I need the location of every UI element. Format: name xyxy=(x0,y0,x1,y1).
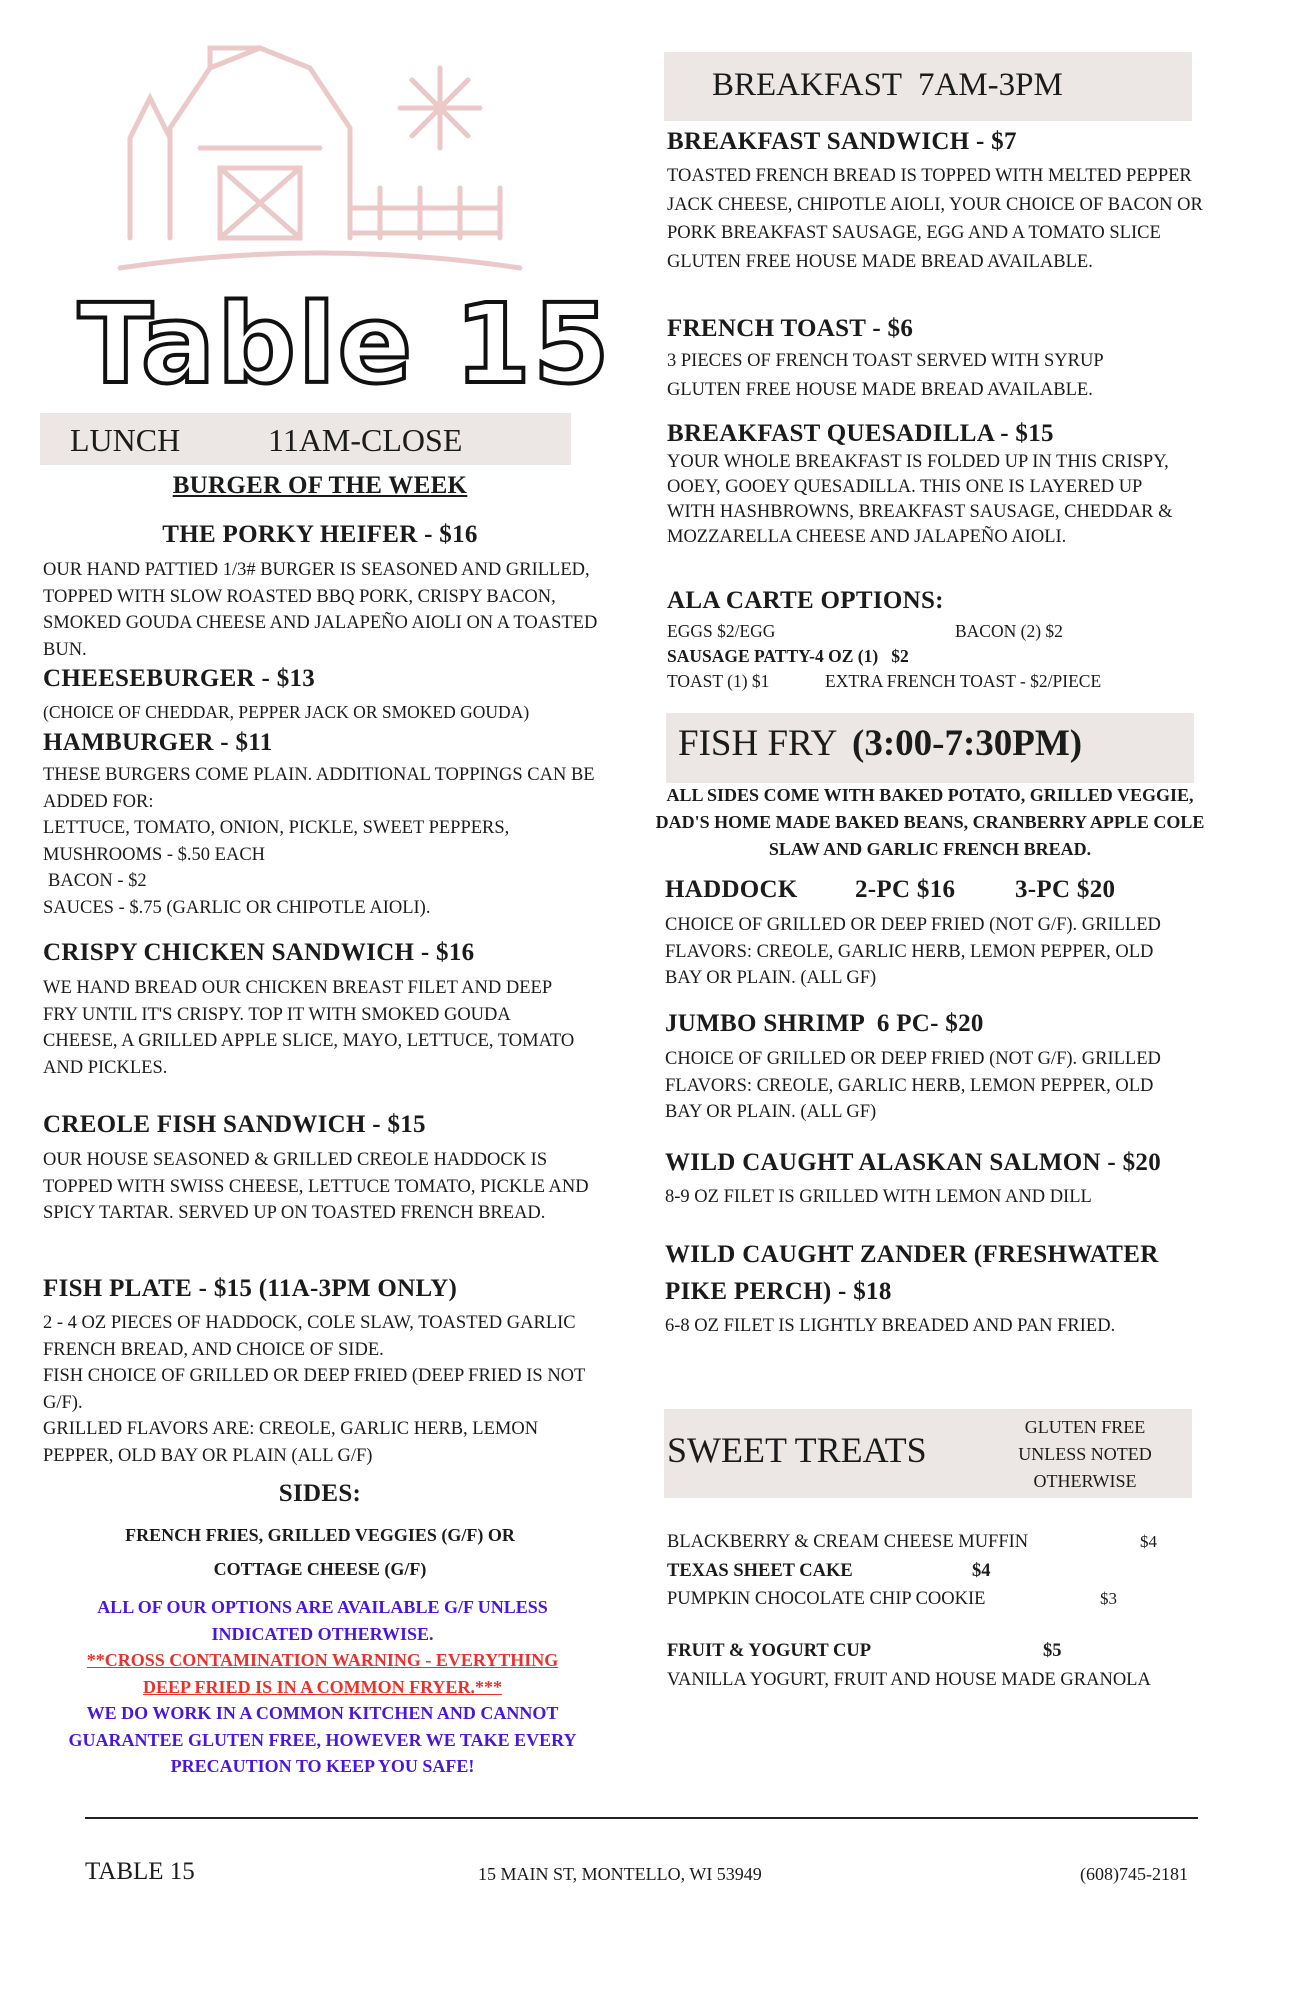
quesadilla-desc: YOUR WHOLE BREAKFAST IS FOLDED UP IN THIS CRISPY, OOEY, GOOEY QUESADILLA. THIS ONE IS LAYERED UP WITH HASHBROWNS, BREAKFAST SAUSAGE, CHEDDAR & MOZZARELLA CHEESE AND JALAPEÑO AIOLI. xyxy=(667,452,1173,547)
chicken-title: CRISPY CHICKEN SANDWICH - $16 xyxy=(43,939,475,966)
fish-plate-line: 2 - 4 OZ PIECES OF HADDOCK, COLE SLAW, TOASTED GARLIC FRENCH BREAD, AND CHOICE OF SIDE. xyxy=(43,1313,576,1360)
gf-text: GLUTEN FREE HOUSE MADE BREAD AVAILABLE. xyxy=(667,380,1093,400)
cross-contamination-warning: **CROSS CONTAMINATION WARNING - EVERYTHING DEEP FRIED IS IN A COMMON FRYER.*** xyxy=(86,1650,559,1697)
ala-carte-sausage: SAUSAGE PATTY-4 OZ (1) $2 xyxy=(667,646,909,666)
creole-title: CREOLE FISH SANDWICH - $15 xyxy=(43,1111,426,1138)
breakfast-sandwich-title: BREAKFAST SANDWICH - $7 xyxy=(667,128,1017,155)
sweet-item-price: $4 xyxy=(972,1561,991,1581)
french-toast-title: FRENCH TOAST - $6 xyxy=(667,315,914,342)
fish-plate-title: FISH PLATE - $15 (11A-3PM ONLY) xyxy=(43,1275,458,1302)
hamburger-line: BACON - $2 xyxy=(48,871,147,891)
sides-heading: SIDES: xyxy=(278,1480,362,1507)
haddock-3pc-price: 3-PC $20 xyxy=(1015,876,1116,903)
footer-name: TABLE 15 xyxy=(85,1858,195,1885)
hamburger-line: LETTUCE, TOMATO, ONION, PICKLE, SWEET PEPPERS, MUSHROOMS - $.50 EACH xyxy=(43,818,510,865)
fish-plate-desc xyxy=(43,1310,603,1469)
french-toast-desc xyxy=(667,347,1104,405)
lunch-hours: 11AM-CLOSE xyxy=(268,422,463,458)
breakfast-sandwich-desc xyxy=(667,162,1212,276)
gf-note: ALL OF OUR OPTIONS ARE AVAILABLE G/F UNLESS INDICATED OTHERWISE. xyxy=(97,1597,548,1644)
chicken-desc: WE HAND BREAD OUR CHICKEN BREAST FILET AND DEEP FRY UNTIL IT'S CRISPY. TOP IT WITH SMOKED GOUDA CHEESE, A GRILLED APPLE SLICE, MAYO, LETTUCE, TOMATO AND PICKLES. xyxy=(43,978,575,1078)
sweet-item-name: PUMPKIN CHOCOLATE CHIP COOKIE xyxy=(667,1589,986,1609)
zander-desc: 6-8 OZ FILET IS LIGHTLY BREADED AND PAN FRIED. xyxy=(665,1316,1116,1336)
hamburger-title: HAMBURGER - $11 xyxy=(43,729,273,756)
hamburger-desc xyxy=(43,762,603,921)
ala-carte-eggs: EGGS $2/EGG xyxy=(667,621,776,641)
footer-divider xyxy=(85,1817,1198,1819)
sweets-title: SWEET TREATS xyxy=(667,1430,927,1470)
fruit-cup-desc: VANILLA YOGURT, FRUIT AND HOUSE MADE GRANOLA xyxy=(667,1670,1151,1690)
haddock-2pc-price: 2-PC $16 xyxy=(855,876,956,903)
hamburger-line: SAUCES - $.75 (GARLIC OR CHIPOTLE AIOLI). xyxy=(43,897,431,918)
cheeseburger-title: CHEESEBURGER - $13 xyxy=(43,665,316,692)
ala-carte-toast: TOAST (1) $1 xyxy=(667,671,770,691)
sweets-gf-note: GLUTEN FREE UNLESS NOTED OTHERWISE xyxy=(1018,1417,1152,1491)
gf-text: GLUTEN FREE HOUSE MADE BREAD AVAILABLE. xyxy=(667,251,1093,272)
desc-text: TOASTED FRENCH BREAD IS TOPPED WITH MELTED PEPPER JACK CHEESE, CHIPOTLE AIOLI, YOUR CHOICE OF BACON OR PORK BREAKFAST SAUSAGE, EGG AND A TOMATO SLICE xyxy=(667,166,1203,243)
fish-fry-sides: ALL SIDES COME WITH BAKED POTATO, GRILLED VEGGIE, DAD'S HOME MADE BAKED BEANS, CRANBERRY APPLE COLE SLAW AND GARLIC FRENCH BREAD. xyxy=(655,785,1205,859)
salmon-desc: 8-9 OZ FILET IS GRILLED WITH LEMON AND DILL xyxy=(665,1187,1092,1207)
fish-fry-hours: (3:00-7:30PM) xyxy=(852,723,1083,764)
footer-phone: (608)745-2181 xyxy=(1080,1864,1188,1884)
shrimp-desc: CHOICE OF GRILLED OR DEEP FRIED (NOT G/F). GRILLED FLAVORS: CREOLE, GARLIC HERB, LEMON PEPPER, OLD BAY OR PLAIN. (ALL GF) xyxy=(665,1049,1161,1122)
fish-plate-line: GRILLED FLAVORS ARE: CREOLE, GARLIC HERB, LEMON PEPPER, OLD BAY OR PLAIN (ALL G/F) xyxy=(43,1419,539,1466)
sweet-item-name: BLACKBERRY & CREAM CHEESE MUFFIN xyxy=(667,1532,1029,1552)
quesadilla-title: BREAKFAST QUESADILLA - $15 xyxy=(667,420,1054,447)
zander-title: WILD CAUGHT ZANDER (FRESHWATER xyxy=(665,1241,1159,1268)
sweet-item-name: FRUIT & YOGURT CUP xyxy=(667,1641,872,1661)
cheeseburger-desc: (CHOICE OF CHEDDAR, PEPPER JACK OR SMOKED GOUDA) xyxy=(43,702,530,722)
barn-logo-icon xyxy=(100,38,540,288)
haddock-desc: CHOICE OF GRILLED OR DEEP FRIED (NOT G/F). GRILLED FLAVORS: CREOLE, GARLIC HERB, LEMON PEPPER, OLD BAY OR PLAIN. (ALL GF) xyxy=(665,915,1161,988)
desc-text: 3 PIECES OF FRENCH TOAST SERVED WITH SYRUP xyxy=(667,351,1104,371)
zander-title-cont: PIKE PERCH) - $18 xyxy=(665,1278,892,1305)
fish-fry-title: FISH FRY xyxy=(678,723,838,764)
lunch-title: LUNCH xyxy=(70,422,181,458)
sweet-item-name: TEXAS SHEET CAKE xyxy=(667,1561,853,1581)
creole-desc: OUR HOUSE SEASONED & GRILLED CREOLE HADDOCK IS TOPPED WITH SWISS CHEESE, LETTUCE TOMATO, PICKLE AND SPICY TARTAR. SERVED UP ON TOASTED FRENCH BREAD. xyxy=(43,1150,589,1223)
haddock-title: HADDOCK xyxy=(665,876,798,903)
breakfast-title: BREAKFAST 7AM-3PM xyxy=(712,67,1063,103)
gluten-notes xyxy=(35,1594,610,1780)
sides-line: COTTAGE CHEESE (G/F) xyxy=(213,1559,427,1579)
salmon-title: WILD CAUGHT ALASKAN SALMON - $20 xyxy=(665,1149,1162,1176)
hamburger-line: THESE BURGERS COME PLAIN. ADDITIONAL TOPPINGS CAN BE ADDED FOR: xyxy=(43,765,595,812)
kitchen-note: WE DO WORK IN A COMMON KITCHEN AND CANNOT GUARANTEE GLUTEN FREE, HOWEVER WE TAKE EVERY PRECAUTION TO KEEP YOU SAFE! xyxy=(68,1703,577,1776)
fish-plate-line: FISH CHOICE OF GRILLED OR DEEP FRIED (DEEP FRIED IS NOT G/F). xyxy=(43,1366,586,1413)
sides-line: FRENCH FRIES, GRILLED VEGGIES (G/F) OR xyxy=(125,1525,515,1545)
porky-heifer-title: THE PORKY HEIFER - $16 xyxy=(162,521,478,548)
sweet-item-price: $3 xyxy=(1100,1589,1117,1608)
ala-carte-heading: ALA CARTE OPTIONS: xyxy=(667,587,944,614)
footer-address: 15 MAIN ST, MONTELLO, WI 53949 xyxy=(478,1864,762,1884)
ala-carte-extra-toast: EXTRA FRENCH TOAST - $2/PIECE xyxy=(825,671,1102,691)
porky-heifer-desc: OUR HAND PATTIED 1/3# BURGER IS SEASONED AND GRILLED, TOPPED WITH SLOW ROASTED BBQ PORK, CRISPY BACON, SMOKED GOUDA CHEESE AND JALAPEÑO AIOLI ON A TOASTED BUN. xyxy=(43,560,598,660)
shrimp-title: JUMBO SHRIMP 6 PC- $20 xyxy=(665,1010,984,1037)
sweet-item-price: $4 xyxy=(1140,1532,1157,1551)
logo-text: Table 15 xyxy=(78,280,612,408)
ala-carte-bacon: BACON (2) $2 xyxy=(955,621,1063,641)
sweet-item-price: $5 xyxy=(1043,1641,1062,1661)
burger-week-heading: BURGER OF THE WEEK xyxy=(172,472,468,499)
